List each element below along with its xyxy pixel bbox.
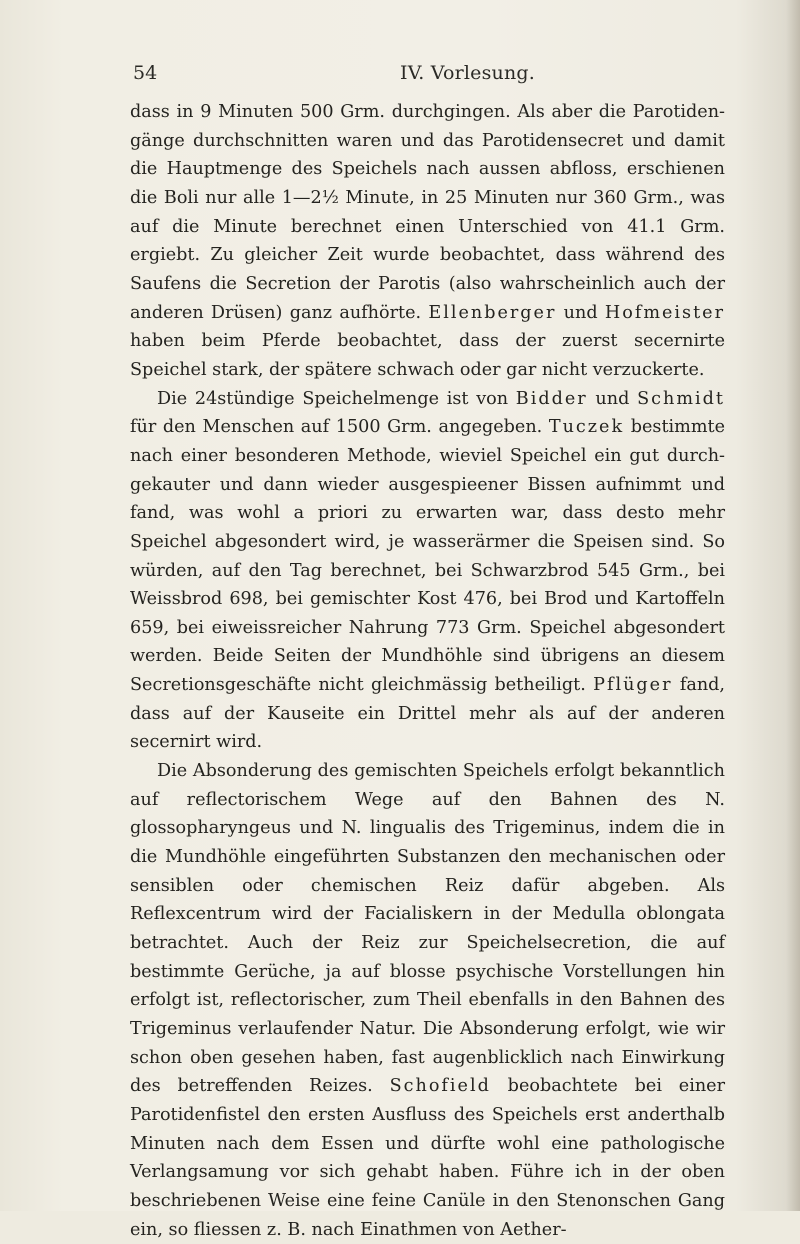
- text-run: Die 24stündige Speichelmenge ist von: [157, 388, 516, 409]
- text-run: für den Menschen auf 1500 Grm. angegeben.: [130, 417, 549, 438]
- text-run: fand, dass auf der Kauseite ein Drittel mehr als auf der anderen secernirt wird.: [130, 675, 726, 753]
- author-name: Schofield: [389, 1076, 491, 1097]
- author-name: Bidder: [515, 388, 588, 409]
- paragraph: [130, 98, 725, 385]
- author-name: Ellenberger: [428, 302, 557, 323]
- page-edge-shadow: [786, 0, 800, 1211]
- text-run: und: [556, 302, 605, 323]
- author-name: Pflüger: [593, 675, 673, 696]
- author-name: Hofmeister: [604, 302, 725, 323]
- page-header: [0, 62, 800, 92]
- text-run: Die Absonderung des gemischten Speichels erfolgt bekanntlich auf reflectorischem Wege auf den Bahnen des N. glossopharyngeus und N. lingualis des Trigeminus, indem die in die Mundhöhle eingeführten Substanzen den mechanischen oder sensiblen oder chemischen Reiz dafür abgeben. Als Reflexcentrum wird der Facialiskern in der Medulla oblongata betrachtet. Auch der Reiz zur Speichelsecretion, die auf bestimmte Gerüche, ja auf blosse psychische Vorstellungen hin erfolgt ist, reflectorischer, zum Theil ebenfalls in den Bahnen des Trigeminus verlaufender Natur. Die Absonderung erfolgt, wie wir schon oben gesehen haben, fast augenblicklich nach Einwirkung des betreffenden Reizes.: [130, 761, 725, 1097]
- text-run: beobachtete bei einer Parotidenfistel den ersten Ausfluss des Speichels erst anderthalb Minuten nach dem Essen und dürfte wohl eine pathologische Verlangsamung vor sich gehabt haben. Führe ich in der oben beschriebenen Weise eine feine Canüle in den Stenonschen Gang ein, so fliessen z. B. nach Einathmen von Aether-: [130, 1076, 725, 1240]
- paragraph: [130, 385, 725, 758]
- paragraph: [130, 757, 725, 1244]
- text-run: bestimmte nach einer besonderen Methode, wieviel Speichel ein gut durchgekauter und dann wieder ausgespieener Bissen aufnimmt und fand, was wohl a priori zu erwarten war, dass desto mehr Speichel abgesondert wird, je wasserärmer die Speisen sind. So würden, auf den Tag berechnet, bei Schwarzbrod 545 Grm., bei Weissbrod 698, bei gemischter Kost 476, bei Brod und Kartoffeln 659, bei eiweissreicher Nahrung 773 Grm. Speichel abgesondert werden. Beide Seiten der Mundhöhle sind übrigens an diesem Secretionsgeschäfte nicht gleichmässig betheiligt.: [130, 417, 725, 696]
- text-run: dass in 9 Minuten 500 Grm. durchgingen. Als aber die Parotidengänge durchschnitten waren und das Parotidensecret und damit die Hauptmenge des Speichels nach aussen abfloss, erschienen die Boli nur alle 1—2½ Minute, in 25 Minuten nur 360 Grm., was auf die Minute berechnet einen Unterschied von 41.1 Grm. ergiebt. Zu gleicher Zeit wurde beobachtet, dass während des Saufens die Secretion der Parotis (also wahrscheinlich auch der anderen Drüsen) ganz aufhörte.: [130, 102, 725, 323]
- page-number: 54: [133, 62, 158, 84]
- author-name: Tuczek: [548, 417, 625, 438]
- text-run: haben beim Pferde beobachtet, dass der zuerst secernirte Speichel stark, der spätere schwach oder gar nicht verzuckerte.: [130, 331, 725, 380]
- body-text: [130, 98, 725, 1244]
- text-run: und: [587, 388, 638, 409]
- running-head: IV. Vorlesung.: [400, 62, 536, 84]
- author-name: Schmidt: [637, 388, 725, 409]
